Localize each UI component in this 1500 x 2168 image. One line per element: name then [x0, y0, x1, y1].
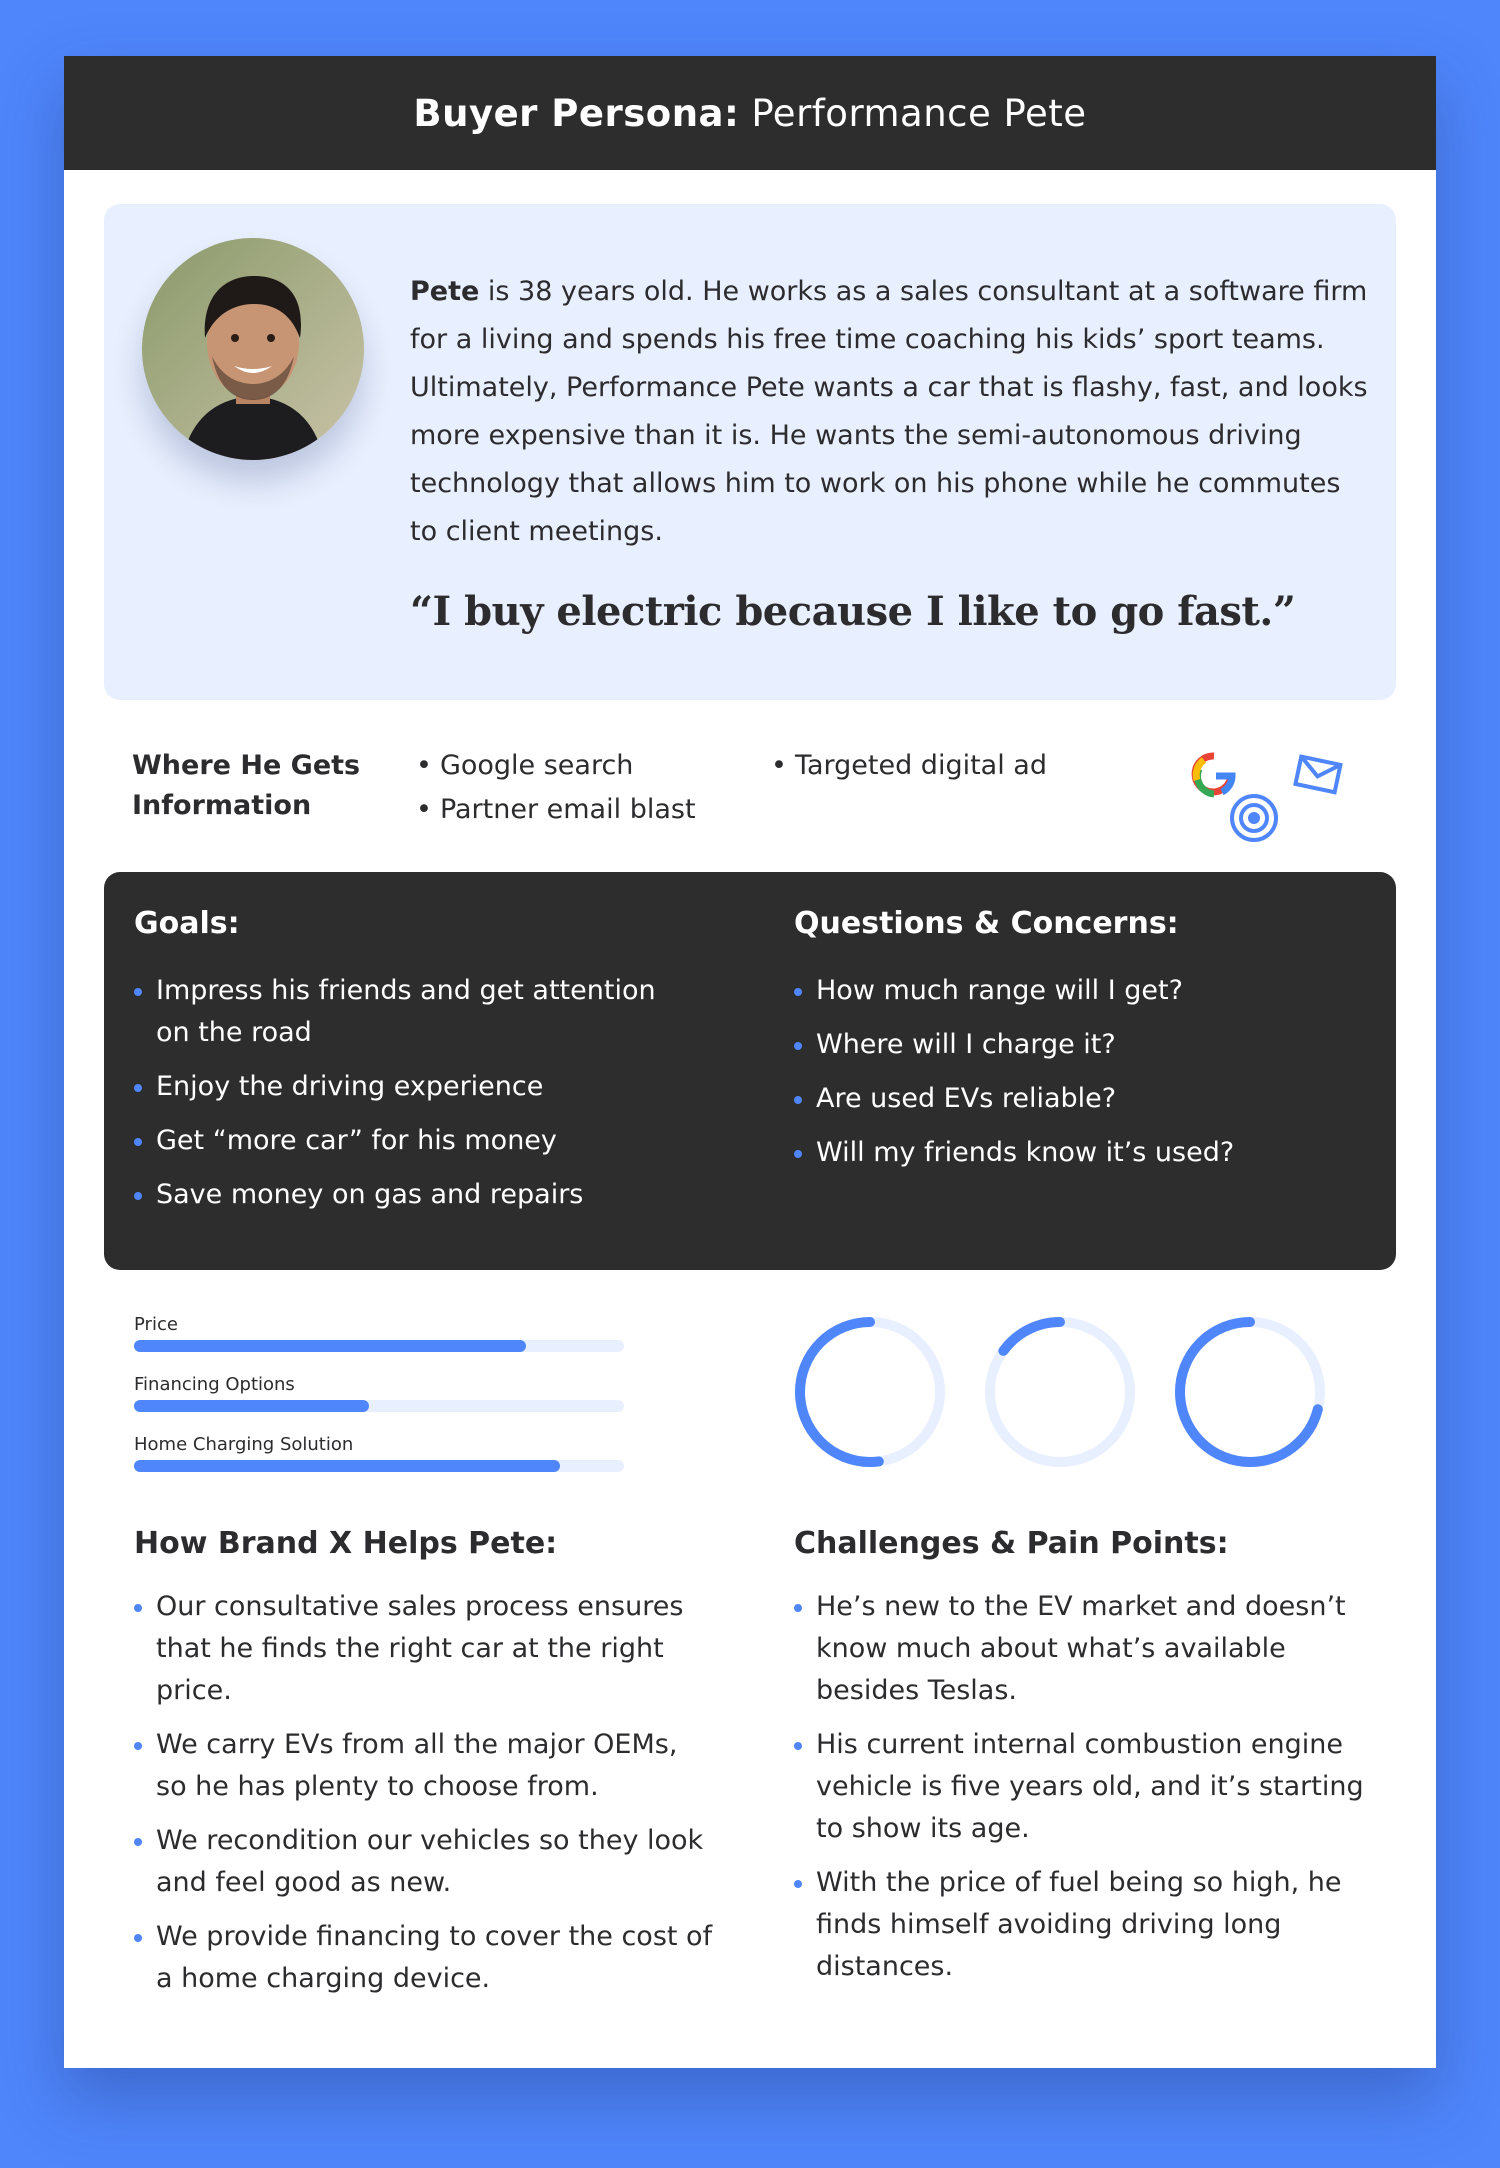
google-icon [1195, 756, 1232, 794]
brand-help-item: We carry EVs from all the major OEMs, so he has plenty to choose from. [134, 1724, 714, 1808]
brand-help-item: We recondition our vehicles so they look and feel good as new. [134, 1820, 714, 1904]
question-item: Where will I charge it? [794, 1024, 1354, 1066]
priority-track [134, 1460, 624, 1472]
brand-help-list [134, 1586, 714, 2012]
question-item: Will my friends know it’s used? [794, 1132, 1354, 1174]
goals-list [134, 970, 694, 1228]
target-icon [1232, 796, 1276, 840]
priority-fill [134, 1460, 560, 1472]
brand-help-item: We provide financing to cover the cost of a home charging device. [134, 1916, 714, 2000]
persona-bio [410, 268, 1370, 556]
priority-label: Financing Options [134, 1374, 295, 1395]
email-icon [1295, 757, 1340, 793]
priority-fill [134, 1340, 526, 1352]
challenge-item: His current internal combustion engine vehicle is five years old, and it’s starting to show its age. [794, 1724, 1374, 1850]
question-item: How much range will I get? [794, 970, 1354, 1012]
persona-quote: “I buy electric because I like to go fast.” [410, 588, 1296, 635]
goal-item: Get “more car” for his money [134, 1120, 694, 1162]
priority-row [134, 1432, 624, 1492]
challenge-item: With the price of fuel being so high, he finds himself avoiding driving long distances. [794, 1862, 1374, 1988]
priority-label: Price [134, 1314, 178, 1335]
goal-item: Enjoy the driving experience [134, 1066, 694, 1108]
question-item: Are used EVs reliable? [794, 1078, 1354, 1120]
bio-text: is 38 years old. He works as a sales consultant at a software firm for a living and spends his free time coaching his kids’ sport teams. Ultimately, Performance Pete wants a car that is flashy, fast, and looks more expensive than it is. He wants the semi-autonomous driving technology that allows him to work on his phone while he commutes to client meetings. [410, 276, 1368, 547]
title-label: Buyer Persona: [413, 91, 740, 135]
info-source-item: • Google search [416, 744, 696, 788]
intro-panel [104, 204, 1396, 700]
info-source-item: • Partner email blast [416, 788, 696, 832]
info-sources-list-2 [771, 744, 1047, 788]
priority-row [134, 1372, 624, 1432]
brand-help-title: How Brand X Helps Pete: [134, 1526, 558, 1561]
bio-first-name: Pete [410, 276, 480, 307]
info-sources-list [416, 744, 696, 832]
progress-rings [794, 1316, 1354, 1486]
info-sources-label: Where He Gets Information [132, 750, 361, 821]
goal-item: Save money on gas and repairs [134, 1174, 694, 1216]
page-title [64, 56, 1436, 170]
goals-questions-panel [104, 872, 1396, 1270]
questions-list [794, 970, 1354, 1186]
goal-item: Impress his friends and get attention on the road [134, 970, 694, 1054]
priority-track [134, 1340, 624, 1352]
info-icons [1174, 736, 1354, 846]
challenges-list [794, 1586, 1374, 2000]
info-source-item: • Targeted digital ad [771, 744, 1047, 788]
challenges-title: Challenges & Pain Points: [794, 1526, 1229, 1561]
persona-name: Performance Pete [751, 91, 1087, 135]
priority-bars [134, 1312, 624, 1492]
avatar [142, 238, 364, 460]
challenge-item: He’s new to the EV market and doesn’t know much about what’s available besides Teslas. [794, 1586, 1374, 1712]
priority-row [134, 1312, 624, 1372]
goals-title: Goals: [134, 906, 240, 941]
priority-fill [134, 1400, 369, 1412]
questions-title: Questions & Concerns: [794, 906, 1179, 941]
priority-track [134, 1400, 624, 1412]
persona-card [64, 56, 1436, 2068]
priority-label: Home Charging Solution [134, 1434, 354, 1455]
brand-help-item: Our consultative sales process ensures that he finds the right car at the right price. [134, 1586, 714, 1712]
